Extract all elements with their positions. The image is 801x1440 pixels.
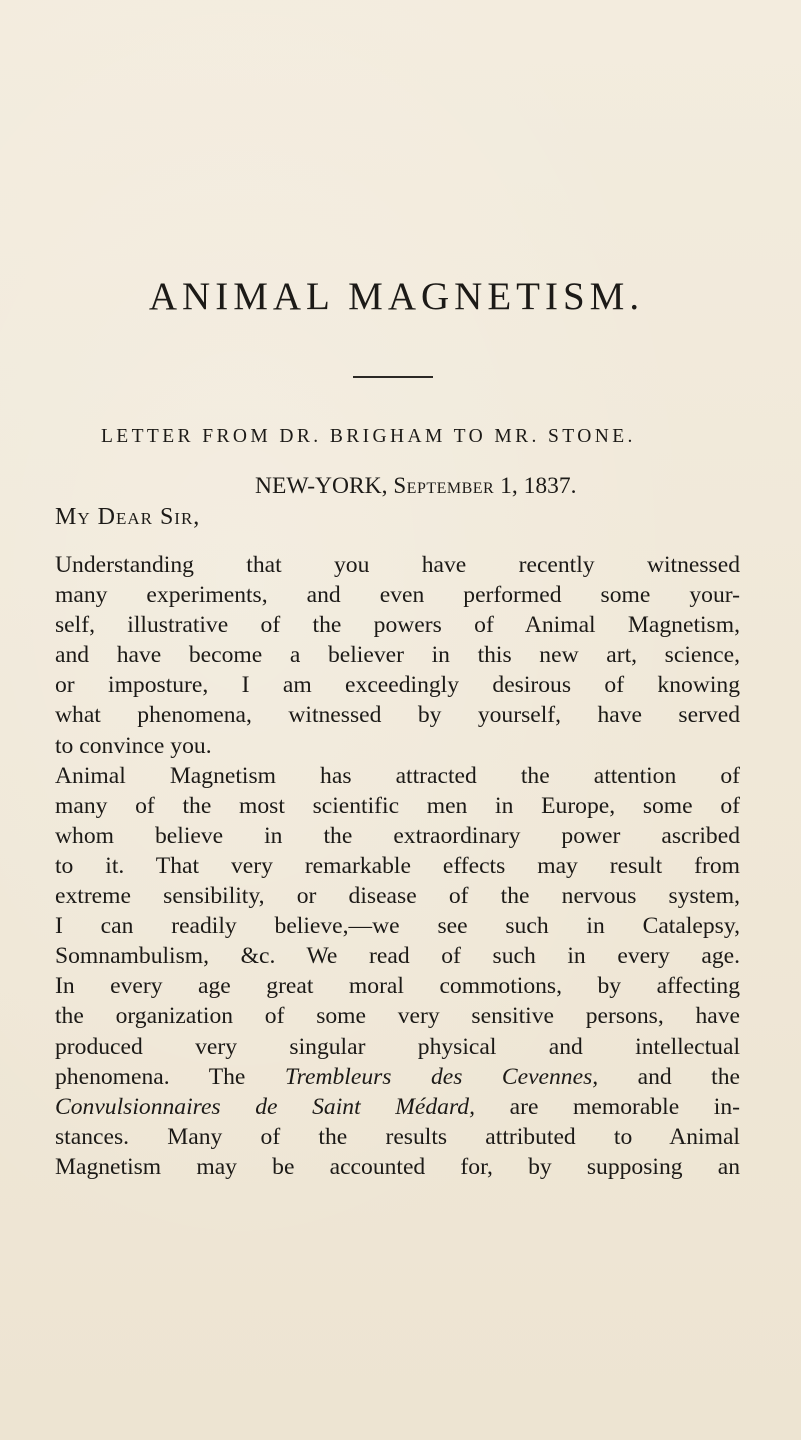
- title-rule: [353, 376, 433, 378]
- text-line-mixed: [55, 1062, 740, 1092]
- text-line: In every age great moral commotions, by affecting: [55, 973, 740, 1000]
- italic-phrase: Trembleurs des Cevennes,: [284, 1063, 599, 1090]
- text-line: extreme sensibility, or disease of the nervous system,: [55, 883, 740, 910]
- dateline-date: 1, 1837.: [500, 473, 577, 499]
- text-line-mixed: [55, 1092, 740, 1122]
- italic-phrase: Convulsionnaires de Saint Médard,: [55, 1093, 475, 1120]
- text-line: to it. That very remarkable effects may result from: [55, 852, 740, 879]
- text-line: many of the most scientific men in Europe, some of: [55, 792, 740, 819]
- text-fragment: and the: [637, 1063, 740, 1090]
- text-line: whom believe in the extraordinary power ascribed: [55, 822, 740, 849]
- dateline-city: NEW-YORK,: [255, 473, 388, 499]
- dateline: [255, 474, 576, 499]
- text-line: Animal Magnetism has attracted the attention of: [55, 762, 740, 789]
- text-fragment: are memorable in-: [509, 1093, 741, 1120]
- text-line: Understanding that you have recently witnessed: [55, 552, 740, 578]
- text-fragment: phenomena.: [55, 1063, 170, 1090]
- dateline-month: September: [393, 473, 495, 498]
- text-fragment: The: [208, 1063, 246, 1090]
- letter-body: [55, 550, 740, 1182]
- text-line: many experiments, and even performed some your-: [55, 582, 740, 609]
- text-line: Magnetism may be accounted for, by supposing an: [55, 1153, 740, 1180]
- text-line: produced very singular physical and intellectual: [55, 1033, 740, 1060]
- text-line: or imposture, I am exceedingly desirous of knowing: [55, 672, 740, 699]
- text-line: the organization of some very sensitive persons, have: [55, 1003, 740, 1030]
- salutation: My Dear Sir,: [55, 504, 201, 530]
- letter-heading: LETTER FROM DR. BRIGHAM TO MR. STONE.: [101, 426, 636, 447]
- text-line: I can readily believe,—we see such in Catalepsy,: [55, 913, 740, 940]
- text-line: Somnambulism, &c. We read of such in every age.: [55, 943, 740, 970]
- text-line: what phenomena, witnessed by yourself, have served: [55, 702, 740, 729]
- text-line: self, illustrative of the powers of Animal Magnetism,: [55, 612, 740, 639]
- text-line: and have become a believer in this new art, science,: [55, 642, 740, 669]
- text-line: stances. Many of the results attributed to Animal: [55, 1123, 740, 1150]
- page-title: ANIMAL MAGNETISM.: [148, 275, 645, 318]
- text-line: to convince you.: [55, 732, 212, 759]
